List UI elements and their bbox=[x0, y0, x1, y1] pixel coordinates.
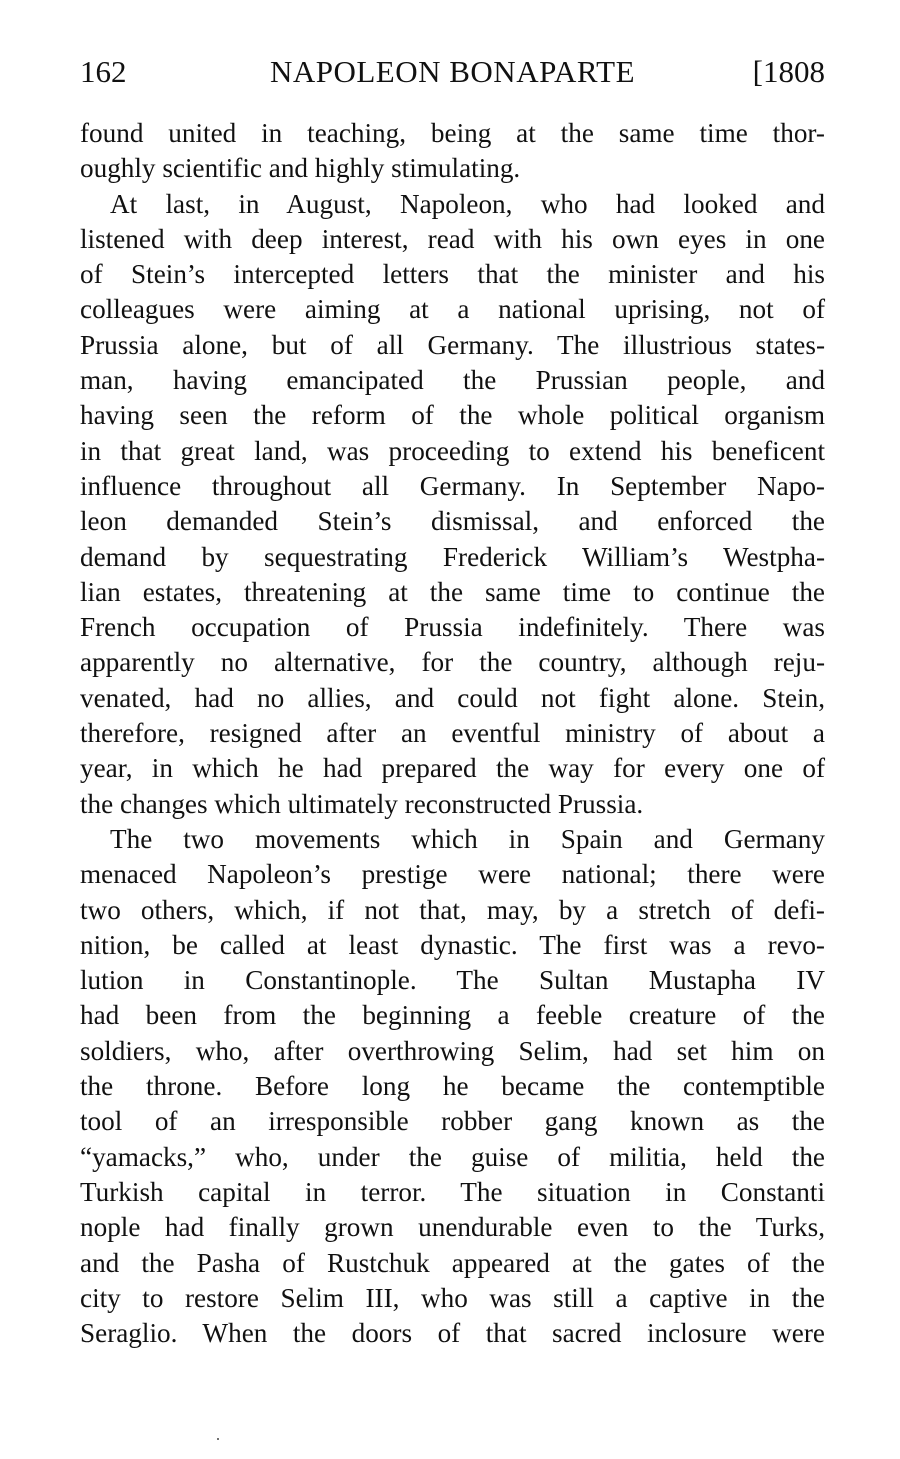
print-speck bbox=[217, 1438, 219, 1440]
text-line: apparently no alternative, for the country, although reju- bbox=[80, 647, 825, 678]
text-line: the throne. Before long he became the contemptible bbox=[80, 1071, 825, 1102]
text-line: influence throughout all Germany. In September Napo- bbox=[80, 470, 825, 501]
text-line: demand by sequestrating Frederick William’s Westpha- bbox=[80, 541, 825, 572]
text-line: and the Pasha of Rustchuk appeared at the gates of the bbox=[80, 1247, 825, 1278]
text-line: in that great land, was proceeding to extend his beneficent bbox=[80, 435, 825, 466]
page-number: 162 bbox=[80, 54, 127, 89]
text-line: Turkish capital in terror. The situation in Constanti bbox=[80, 1176, 825, 1207]
text-line: found united in teaching, being at the same time thor- bbox=[80, 118, 825, 148]
text-line: had been from the beginning a feeble creature of the bbox=[80, 1000, 825, 1031]
text-line: of Stein’s intercepted letters that the minister and his bbox=[80, 259, 825, 290]
text-line: Seraglio. When the doors of that sacred inclosure were bbox=[80, 1318, 825, 1349]
text-line: soldiers, who, after overthrowing Selim, had set him on bbox=[80, 1035, 825, 1066]
running-title: NAPOLEON BONAPARTE bbox=[269, 54, 636, 89]
text-line: menaced Napoleon’s prestige were national; there were bbox=[80, 859, 825, 890]
text-line: lian estates, threatening at the same time to continue the bbox=[80, 576, 825, 607]
text-line: two others, which, if not that, may, by a stretch of defi- bbox=[80, 894, 825, 925]
text-line: colleagues were aiming at a national uprising, not of bbox=[80, 294, 825, 325]
text-line: man, having emancipated the Prussian people, and bbox=[80, 365, 825, 396]
text-line: French occupation of Prussia indefinitely. There was bbox=[80, 612, 825, 643]
text-line: year, in which he had prepared the way for every one of bbox=[80, 753, 825, 784]
text-line: leon demanded Stein’s dismissal, and enforced the bbox=[80, 506, 825, 537]
year-marker: [1808 bbox=[752, 54, 825, 89]
text-line: therefore, resigned after an eventful ministry of about a bbox=[80, 718, 825, 749]
running-header bbox=[80, 50, 825, 94]
text-line: nition, be called at least dynastic. The first was a revo- bbox=[80, 929, 825, 960]
text-line: tool of an irresponsible robber gang known as the bbox=[80, 1106, 825, 1137]
text-line: city to restore Selim III, who was still a captive in the bbox=[80, 1282, 825, 1313]
text-line: oughly scientific and highly stimulating. bbox=[80, 153, 521, 184]
text-line: the changes which ultimately reconstructed Prussia. bbox=[80, 788, 644, 819]
text-line: venated, had no allies, and could not fight alone. Stein, bbox=[80, 682, 825, 713]
text-line: lution in Constantinople. The Sultan Mustapha IV bbox=[80, 965, 825, 996]
text-line: Prussia alone, but of all Germany. The illustrious states- bbox=[80, 329, 825, 360]
body-text bbox=[80, 116, 825, 1351]
text-line: The two movements which in Spain and Germany bbox=[110, 823, 825, 854]
text-line: nople had finally grown unendurable even to the Turks, bbox=[80, 1212, 825, 1243]
text-line: At last, in August, Napoleon, who had looked and bbox=[110, 188, 825, 219]
text-line: listened with deep interest, read with his own eyes in one bbox=[80, 223, 825, 254]
text-line: “yamacks,” who, under the guise of militia, held the bbox=[80, 1141, 825, 1172]
text-line: having seen the reform of the whole political organism bbox=[80, 400, 825, 431]
